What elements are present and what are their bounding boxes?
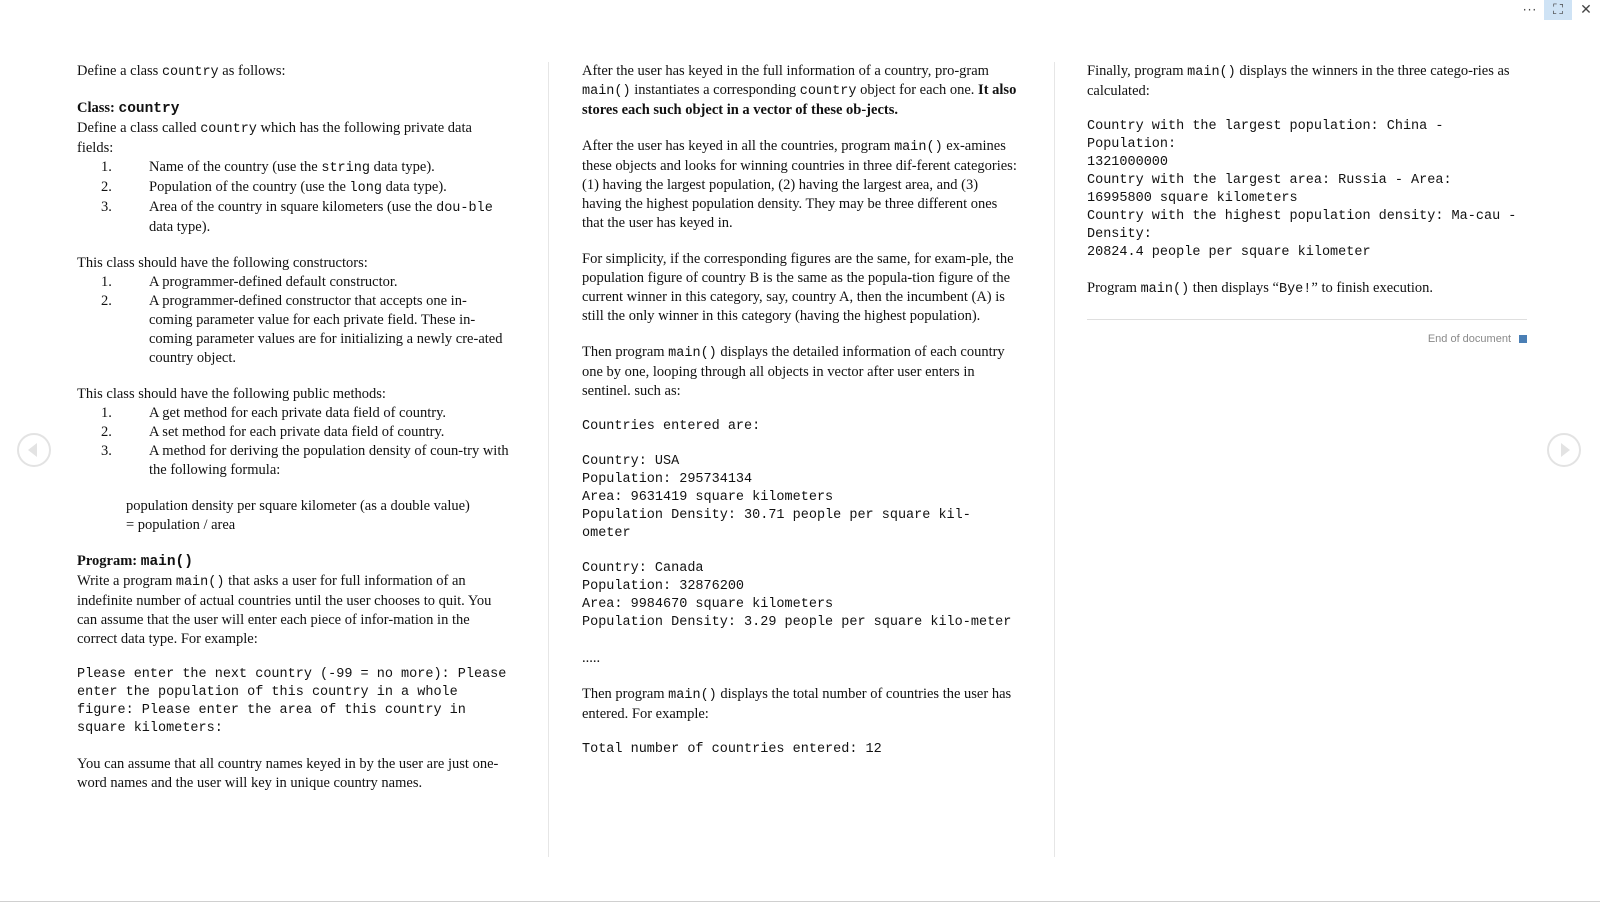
paragraph: Then program main() displays the detailed information of each country one by one, looping through all objects in vector after user enters in sentinel. such as: <box>582 344 1005 399</box>
previous-page-button[interactable] <box>17 433 51 467</box>
column-right <box>1087 62 1527 347</box>
fields-intro: Define a class called country which has the following private data fields: <box>77 120 472 156</box>
code-block-usa: Country: USA Population: 295734134 Area: 9631419 square kilometers Population Density: 30.71 people per square kil-ometer <box>582 454 971 541</box>
formula-line: = population / area <box>126 517 236 533</box>
column-divider <box>1054 62 1055 857</box>
methods-intro: This class should have the following public methods: <box>77 386 386 402</box>
end-marker-icon <box>1519 335 1527 343</box>
end-of-document: End of document <box>1087 332 1527 347</box>
methods-list <box>77 404 509 480</box>
code-winners: Country with the largest population: China - Population: 1321000000 Country with the largest area: Russia - Area: 16995800 square kilometers Country with the highest population density: Ma-cau - Density: 20824.4 people per square kilometer <box>1087 119 1517 260</box>
prompt-code-block: Please enter the next country (-99 = no more): Please enter the population of this country in a whole figure: Please enter the area of this country in square kilometers: <box>77 667 515 736</box>
constructors-list <box>77 273 509 368</box>
class-heading: Class: country <box>77 100 180 117</box>
paragraph: For simplicity, if the corresponding figures are the same, for exam-ple, the population figure of country B is the same as the popula-tion figure of the current winner in this category, say, country A, then the incumbent (A) is still the only winner in this category (having the highest population). <box>582 251 1014 324</box>
list-item: 2. A set method for each private data field of country. <box>101 424 445 440</box>
list-item: 2. Population of the country (use the long data type). <box>101 179 447 196</box>
constructors-intro: This class should have the following constructors: <box>77 255 368 271</box>
list-item: 1. A get method for each private data field of country. <box>101 405 447 421</box>
fields-list <box>77 158 509 237</box>
program-heading: Program: main() <box>77 553 193 570</box>
chevron-right-icon <box>1561 443 1570 457</box>
assumption-text: You can assume that all country names keyed in by the user are just one-word names and the user will key in unique country names. <box>77 756 499 791</box>
chevron-left-icon <box>28 443 37 457</box>
list-item: 2. A programmer-defined constructor that accepts one in-coming parameter value for each private field. These in-coming parameter values are for initializing a newly cre-ated country object. <box>101 293 503 366</box>
list-item: 3. Area of the country in square kilometers (use the dou-ble data type). <box>101 199 493 235</box>
list-item: 1. A programmer-defined default constructor. <box>101 274 398 290</box>
paragraph: Finally, program main() displays the winners in the three catego-ries as calculated: <box>1087 63 1510 99</box>
window-toolbar <box>1516 0 1600 20</box>
paragraph: After the user has keyed in the full information of a country, pro-gram main() instantiates a corresponding country object for each one. It also stores each such object in a vector of these ob-jects. <box>582 63 1017 118</box>
paragraph: Program main() then displays “Bye!” to finish execution. <box>1087 280 1433 297</box>
paragraph: After the user has keyed in all the countries, program main() ex-amines these objects and looks for winning countries in three dif-ferent categories: (1) having the largest population, (2) having the largest area, and (3) having the highest population density. They may be three different ones that the user has keyed in. <box>582 138 1017 231</box>
code-block-canada: Country: Canada Population: 32876200 Area: 9984670 square kilometers Population Density: 3.29 people per square kilo-meter <box>582 561 1012 630</box>
code-header: Countries entered are: <box>582 419 761 434</box>
close-icon[interactable]: ✕ <box>1580 2 1592 18</box>
list-item: 1. Name of the country (use the string data type). <box>101 159 435 176</box>
paragraph: Then program main() displays the total number of countries the user has entered. For example: <box>582 686 1012 722</box>
formula-line: population density per square kilometer (as a double value) <box>126 498 470 514</box>
more-options-icon[interactable]: ··· <box>1522 3 1538 17</box>
column-divider <box>548 62 549 857</box>
end-divider <box>1087 319 1527 320</box>
fit-to-window-icon[interactable]: ⛶ <box>1544 0 1572 20</box>
intro-text: Define a class country as follows: <box>77 63 286 80</box>
next-page-button[interactable] <box>1547 433 1581 467</box>
ellipsis: ..... <box>582 650 601 666</box>
column-left <box>77 62 515 793</box>
list-item: 3. A method for deriving the population density of coun-try with the following formula: <box>101 443 509 478</box>
code-total: Total number of countries entered: 12 <box>582 742 882 757</box>
column-middle <box>582 62 1017 759</box>
program-text: Write a program main() that asks a user for full information of an indefinite number of actual countries until the user chooses to quit. You can assume that the user will enter each piece of infor-mation in the correct data type. For example: <box>77 573 492 647</box>
